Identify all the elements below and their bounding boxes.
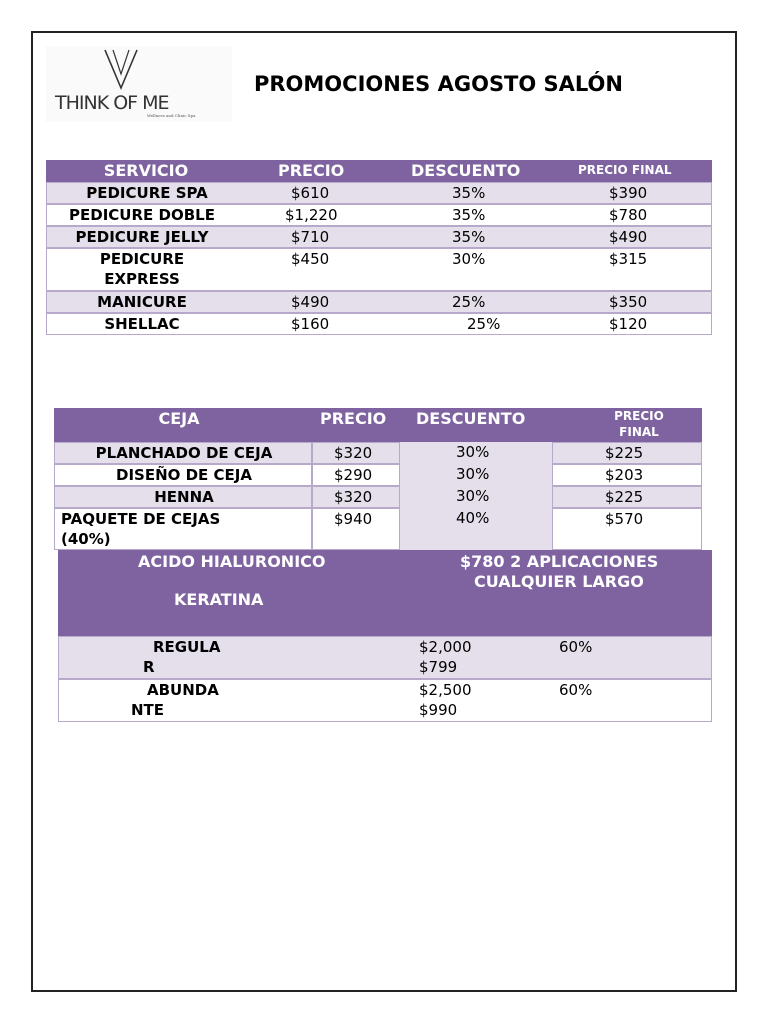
servicio-precio: $450: [291, 250, 330, 268]
keratina-precio-line2: $990: [419, 701, 458, 719]
servicio-final: $490: [609, 228, 648, 246]
servicio-descuento: 35%: [452, 228, 486, 246]
servicio-final: $350: [609, 293, 648, 311]
table-row: [46, 291, 712, 313]
table-row: [46, 226, 712, 248]
servicio-descuento: 30%: [452, 250, 486, 268]
ceja-descuento: 30%: [456, 443, 490, 461]
header-descuento: DESCUENTO: [411, 161, 521, 180]
servicio-descuento: 25%: [467, 315, 501, 333]
table-row: [46, 313, 712, 335]
servicio-precio: $160: [291, 315, 330, 333]
servicio-precio: $1,220: [285, 206, 338, 224]
ceja-name: PLANCHADO DE CEJA: [95, 444, 273, 462]
table-row: [54, 486, 312, 508]
table-cell: [312, 464, 400, 486]
logo-wordmark: THINK OF ME: [55, 92, 169, 114]
header-precio: PRECIO: [278, 161, 345, 180]
logo: [46, 46, 232, 122]
header-precio-final: PRECIO FINAL: [578, 163, 672, 177]
table-cell: [552, 464, 702, 486]
servicio-name: PEDICURE JELLY: [75, 228, 209, 246]
header-ceja: CEJA: [158, 409, 200, 428]
keratina-precio-line2: $799: [419, 658, 458, 676]
acido-offer-line2: CUALQUIER LARGO: [474, 572, 644, 591]
keratina-descuento: 60%: [559, 638, 593, 656]
keratina-precio-line1: $2,500: [419, 681, 472, 699]
ceja-precio: $320: [334, 444, 373, 462]
servicio-name: PEDICURE SPA: [86, 184, 208, 202]
ceja-descuento: 30%: [456, 487, 490, 505]
acido-offer-line1: $780 2 APLICACIONES: [460, 552, 659, 571]
servicio-final: $120: [609, 315, 648, 333]
keratina-label: KERATINA: [174, 590, 264, 609]
table-row: [54, 442, 312, 464]
servicio-name: PEDICURE DOBLE: [69, 206, 215, 224]
ceja-precio: $940: [334, 510, 373, 528]
logo-v-mark-icon: [101, 48, 141, 92]
header-servicio: SERVICIO: [103, 161, 189, 180]
keratina-name-line1: REGULA: [153, 638, 221, 656]
table-cell: [312, 486, 400, 508]
table-row: [54, 464, 312, 486]
keratina-name-line2: R: [143, 658, 155, 676]
keratina-name-line2: NTE: [131, 701, 165, 719]
servicio-descuento: 35%: [452, 206, 486, 224]
servicio-final: $390: [609, 184, 648, 202]
ceja-final: $225: [605, 444, 644, 462]
acido-header-block: [58, 550, 712, 636]
servicios-header-row: [46, 160, 712, 182]
keratina-descuento: 60%: [559, 681, 593, 699]
table-row: [46, 248, 712, 291]
servicio-final: $315: [609, 250, 648, 268]
servicio-name-line1: PEDICURE: [99, 250, 185, 268]
table-cell: [552, 442, 702, 464]
page-title: PROMOCIONES AGOSTO SALÓN: [254, 72, 623, 96]
ceja-final: $225: [605, 488, 644, 506]
ceja-descuento: 30%: [456, 465, 490, 483]
keratina-precio-line1: $2,000: [419, 638, 472, 656]
servicio-name: SHELLAC: [104, 315, 180, 333]
keratina-name-line1: ABUNDA: [147, 681, 219, 699]
table-row: [46, 182, 712, 204]
servicio-precio: $710: [291, 228, 330, 246]
servicio-precio: $610: [291, 184, 330, 202]
ceja-name: HENNA: [154, 488, 214, 506]
table-row: [58, 679, 712, 722]
servicio-name-line2: EXPRESS: [104, 270, 180, 288]
table-cell: [312, 508, 400, 550]
table-cell: [552, 508, 702, 550]
ceja-name: DISEÑO DE CEJA: [116, 466, 252, 484]
ceja-final: $570: [605, 510, 644, 528]
table-cell: [552, 486, 702, 508]
ceja-descuento: 40%: [456, 509, 490, 527]
ceja-final: $203: [605, 466, 644, 484]
servicio-name: MANICURE: [97, 293, 187, 311]
table-cell: [312, 442, 400, 464]
ceja-name-line1: PAQUETE DE CEJAS: [61, 510, 221, 528]
ceja-precio: $320: [334, 488, 373, 506]
servicio-final: $780: [609, 206, 648, 224]
ceja-name-line2: (40%): [61, 530, 111, 548]
header-precio-final-line1: PRECIO: [614, 409, 664, 423]
logo-tagline: Wellness and Clinic Spa: [147, 113, 196, 118]
servicio-descuento: 35%: [452, 184, 486, 202]
table-row: [54, 508, 312, 550]
header-precio: PRECIO: [320, 409, 387, 428]
servicio-descuento: 25%: [452, 293, 486, 311]
acido-label: ACIDO HIALURONICO: [138, 552, 326, 571]
ceja-precio: $290: [334, 466, 373, 484]
header-descuento: DESCUENTO: [416, 409, 526, 428]
table-row: [46, 204, 712, 226]
servicio-precio: $490: [291, 293, 330, 311]
header-precio-final-line2: FINAL: [619, 425, 659, 439]
table-row: [58, 636, 712, 679]
ceja-header-row: [54, 408, 702, 442]
